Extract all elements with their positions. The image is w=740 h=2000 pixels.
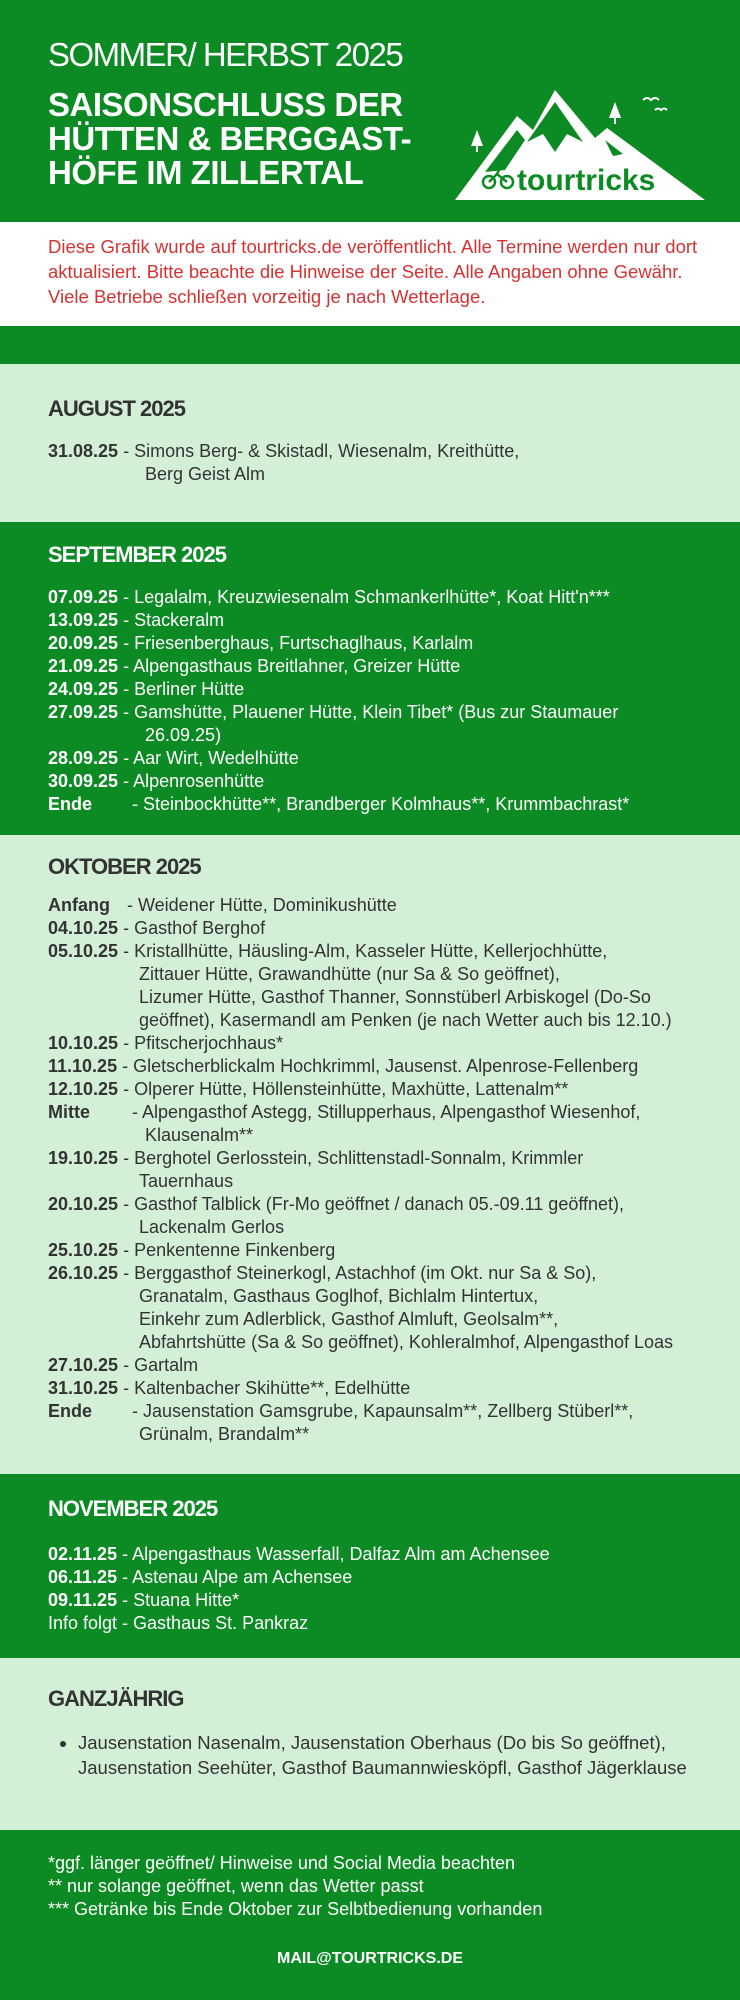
venue-text: - Gamshütte, Plauener Hütte, Klein Tibet* (Bus zur Staumauer bbox=[118, 702, 619, 722]
venue-text: - Alpengasthaus Wasserfall, Dalfaz Alm am Achensee bbox=[117, 1544, 550, 1564]
date-label: 30.09.25 bbox=[48, 771, 119, 791]
venue-text-continued: Berg Geist Alm bbox=[145, 464, 266, 484]
venue-text: - Weidener Hütte, Dominikushütte bbox=[122, 895, 397, 915]
disclaimer-text: Diese Grafik wurde auf tourtricks.de veröffentlicht. Alle Termine werden nur dort aktualisiert. Bitte beachte die Hinweise der Seite. Alle Angaben ohne Gewähr. Viele Betriebe schließen vorzeitig je nach Wetterlage. bbox=[48, 236, 698, 307]
date-label: 25.10.25 bbox=[48, 1240, 119, 1260]
list-item bbox=[48, 1193, 728, 1216]
date-label: 09.11.25 bbox=[48, 1590, 118, 1610]
list-item bbox=[48, 1101, 728, 1124]
logo-text: tourtricks bbox=[517, 164, 656, 197]
venue-text: - Alpengasthaus Breitlahner, Greizer Hütte bbox=[118, 656, 461, 676]
date-label: 19.10.25 bbox=[48, 1148, 119, 1168]
bird-icon bbox=[655, 109, 667, 111]
divider-band bbox=[0, 326, 740, 364]
date-label: 20.10.25 bbox=[48, 1194, 119, 1214]
venue-text: - Steinbockhütte**, Brandberger Kolmhaus**, Krummbachrast* bbox=[127, 794, 630, 814]
date-label: 06.11.25 bbox=[48, 1567, 118, 1587]
title-line: SAISONSCHLUSS DER bbox=[48, 86, 403, 123]
list-item bbox=[48, 1377, 728, 1400]
venue-text: - Gasthof Berghof bbox=[118, 918, 266, 938]
venue-text: - Jausenstation Gamsgrube, Kapaunsalm**, Zellberg Stüberl**, bbox=[127, 1401, 634, 1421]
date-list bbox=[48, 440, 728, 486]
bird-icon bbox=[643, 98, 659, 100]
section-oktober bbox=[0, 835, 740, 1474]
contact-email-link[interactable]: MAIL@TOURTRICKS.DE bbox=[277, 1950, 463, 1967]
date-label: 24.09.25 bbox=[48, 679, 119, 699]
venue-text-continued: Zittauer Hütte, Grawandhütte (nur Sa & So geöffnet), bbox=[139, 964, 560, 984]
venue-text: - Alpengasthof Astegg, Stillupperhaus, Alpengasthof Wiesenhof, bbox=[127, 1102, 641, 1122]
list-item bbox=[48, 1354, 728, 1377]
list-item bbox=[48, 1589, 728, 1612]
venue-text: - Berggasthof Steinerkogl, Astachhof (im Okt. nur Sa & So), bbox=[118, 1263, 597, 1283]
venue-text: - Simons Berg- & Skistadl, Wiesenalm, Kreithütte, bbox=[118, 441, 520, 461]
list-item bbox=[48, 1262, 728, 1285]
list-item bbox=[48, 894, 728, 917]
list-item bbox=[48, 770, 728, 793]
date-label: 20.09.25 bbox=[48, 633, 119, 653]
date-label: 21.09.25 bbox=[48, 656, 119, 676]
date-label: 11.10.25 bbox=[48, 1056, 118, 1076]
list-item bbox=[48, 1400, 728, 1423]
list-item bbox=[48, 632, 728, 655]
section-heading: AUGUST 2025 bbox=[48, 396, 185, 421]
venue-text: - Friesenberghaus, Furtschaglhaus, Karlalm bbox=[118, 633, 474, 653]
venue-text: - Legalalm, Kreuzwiesenalm Schmankerlhütte*, Koat Hitt'n*** bbox=[118, 587, 610, 607]
date-label: 07.09.25 bbox=[48, 587, 119, 607]
venue-text-continued: Granatalm, Gasthaus Goglhof, Bichlalm Hintertux, bbox=[139, 1286, 539, 1306]
section-november bbox=[0, 1474, 740, 1658]
date-label: Ende bbox=[48, 1401, 93, 1421]
date-label: Mitte bbox=[48, 1102, 90, 1122]
footnote: ** nur solange geöffnet, wenn das Wetter passt bbox=[48, 1876, 424, 1896]
venue-text-continued: geöffnet), Kasermandl am Penken (je nach Wetter auch bis 12.10.) bbox=[139, 1010, 672, 1030]
venue-text: - Alpenrosenhütte bbox=[118, 771, 265, 791]
list-item: • Jausenstation Nasenalm, Jausenstation Oberhaus (Do bis So geöffnet), Jausenstation Seehüter, Gasthof Baumannwiesköpfl, Gasthof Jägerklause bbox=[78, 1730, 708, 1780]
venue-text: - Olperer Hütte, Höllensteinhütte, Maxhütte, Lattenalm** bbox=[118, 1079, 569, 1099]
date-label: 13.09.25 bbox=[48, 610, 119, 630]
title-line: HÖFE IM ZILLERTAL bbox=[48, 154, 364, 191]
section-heading: SEPTEMBER 2025 bbox=[48, 542, 226, 567]
footnote: *** Getränke bis Ende Oktober zur Selbtbedienung vorhanden bbox=[48, 1899, 543, 1919]
list-item bbox=[48, 440, 728, 463]
list-item bbox=[48, 747, 728, 770]
venue-text-continued: Lizumer Hütte, Gasthof Thanner, Sonnstüberl Arbiskogel (Do-So bbox=[139, 987, 651, 1007]
list-item bbox=[48, 793, 728, 816]
venue-text: - Astenau Alpe am Achensee bbox=[117, 1567, 353, 1587]
date-label: 27.09.25 bbox=[48, 702, 119, 722]
section-september bbox=[0, 522, 740, 835]
date-label: 12.10.25 bbox=[48, 1079, 119, 1099]
date-label: 05.10.25 bbox=[48, 941, 119, 961]
year-round-list bbox=[78, 1730, 708, 1780]
venue-text: - Stackeralm bbox=[118, 610, 225, 630]
venue-text: - Kristallhütte, Häusling-Alm, Kasseler Hütte, Kellerjochhütte, bbox=[118, 941, 608, 961]
venue-text: - Penkentenne Finkenberg bbox=[118, 1240, 336, 1260]
date-label: 31.08.25 bbox=[48, 441, 119, 461]
footnote: *ggf. länger geöffnet/ Hinweise und Social Media beachten bbox=[48, 1853, 515, 1873]
section-heading: OKTOBER 2025 bbox=[48, 854, 201, 879]
list-item bbox=[48, 1239, 728, 1262]
date-label: 28.09.25 bbox=[48, 748, 119, 768]
list-item bbox=[48, 1055, 728, 1078]
tourtricks-logo[interactable] bbox=[455, 82, 705, 202]
list-item bbox=[48, 701, 728, 724]
page-title bbox=[48, 88, 468, 190]
date-label: 02.11.25 bbox=[48, 1544, 118, 1564]
list-item bbox=[48, 1566, 728, 1589]
venue-text: - Stuana Hitte* bbox=[117, 1590, 240, 1610]
venue-text-continued: Grünalm, Brandalm** bbox=[139, 1424, 310, 1444]
footnotes bbox=[48, 1852, 542, 1921]
venue-text: - Aar Wirt, Wedelhütte bbox=[118, 748, 299, 768]
venue-text: - Gasthof Talblick (Fr-Mo geöffnet / danach 05.-09.11 geöffnet), bbox=[118, 1194, 625, 1214]
date-label: 04.10.25 bbox=[48, 918, 119, 938]
venue-text: - Kaltenbacher Skihütte**, Edelhütte bbox=[118, 1378, 411, 1398]
list-item bbox=[48, 917, 728, 940]
list-item bbox=[48, 655, 728, 678]
venue-text-continued: Lackenalm Gerlos bbox=[139, 1217, 285, 1237]
venue-text-continued: Tauernhaus bbox=[139, 1171, 234, 1191]
list-item bbox=[48, 1147, 728, 1170]
section-ganzjaehrig bbox=[0, 1658, 740, 1830]
disclaimer-box bbox=[0, 222, 740, 326]
date-label: 10.10.25 bbox=[48, 1033, 119, 1053]
date-label: 27.10.25 bbox=[48, 1355, 119, 1375]
date-list bbox=[48, 1543, 728, 1635]
list-item bbox=[48, 1612, 728, 1635]
date-list bbox=[48, 894, 728, 1446]
date-label: Anfang bbox=[48, 895, 110, 915]
header bbox=[0, 0, 740, 222]
list-item bbox=[48, 1078, 728, 1101]
venue-text: - Berghotel Gerlosstein, Schlittenstadl-Sonnalm, Krimmler bbox=[118, 1148, 584, 1168]
date-list bbox=[48, 586, 728, 816]
venue-text: - Berliner Hütte bbox=[118, 679, 245, 699]
venue-text: - Gletscherblickalm Hochkrimml, Jausenst. Alpenrose-Fellenberg bbox=[117, 1056, 639, 1076]
season-label: SOMMER/ HERBST 2025 bbox=[48, 36, 403, 73]
venue-text-continued: Einkehr zum Adlerblick, Gasthof Almluft, Geolsalm**, bbox=[139, 1309, 559, 1329]
date-label: Ende bbox=[48, 794, 93, 814]
venue-text-continued: 26.09.25) bbox=[145, 725, 222, 745]
date-label: 31.10.25 bbox=[48, 1378, 119, 1398]
footer bbox=[0, 1830, 740, 2000]
venue-text: - Pfitscherjochhaus* bbox=[118, 1033, 284, 1053]
list-item bbox=[48, 609, 728, 632]
section-heading: NOVEMBER 2025 bbox=[48, 1496, 218, 1521]
section-august bbox=[0, 364, 740, 522]
title-line: HÜTTEN & BERGGAST- bbox=[48, 120, 412, 157]
venue-text: Info folgt - Gasthaus St. Pankraz bbox=[48, 1613, 309, 1633]
venue-text-continued: Klausenalm** bbox=[145, 1125, 254, 1145]
date-label: 26.10.25 bbox=[48, 1263, 119, 1283]
venue-text: - Gartalm bbox=[118, 1355, 199, 1375]
section-heading: GANZJÄHRIG bbox=[48, 1686, 184, 1711]
list-item bbox=[48, 1543, 728, 1566]
venue-text-continued: Abfahrtshütte (Sa & So geöffnet), Kohleralmhof, Alpengasthof Loas bbox=[139, 1332, 674, 1352]
list-item bbox=[48, 678, 728, 701]
list-item bbox=[48, 586, 728, 609]
list-item bbox=[48, 1032, 728, 1055]
list-item bbox=[48, 940, 728, 963]
